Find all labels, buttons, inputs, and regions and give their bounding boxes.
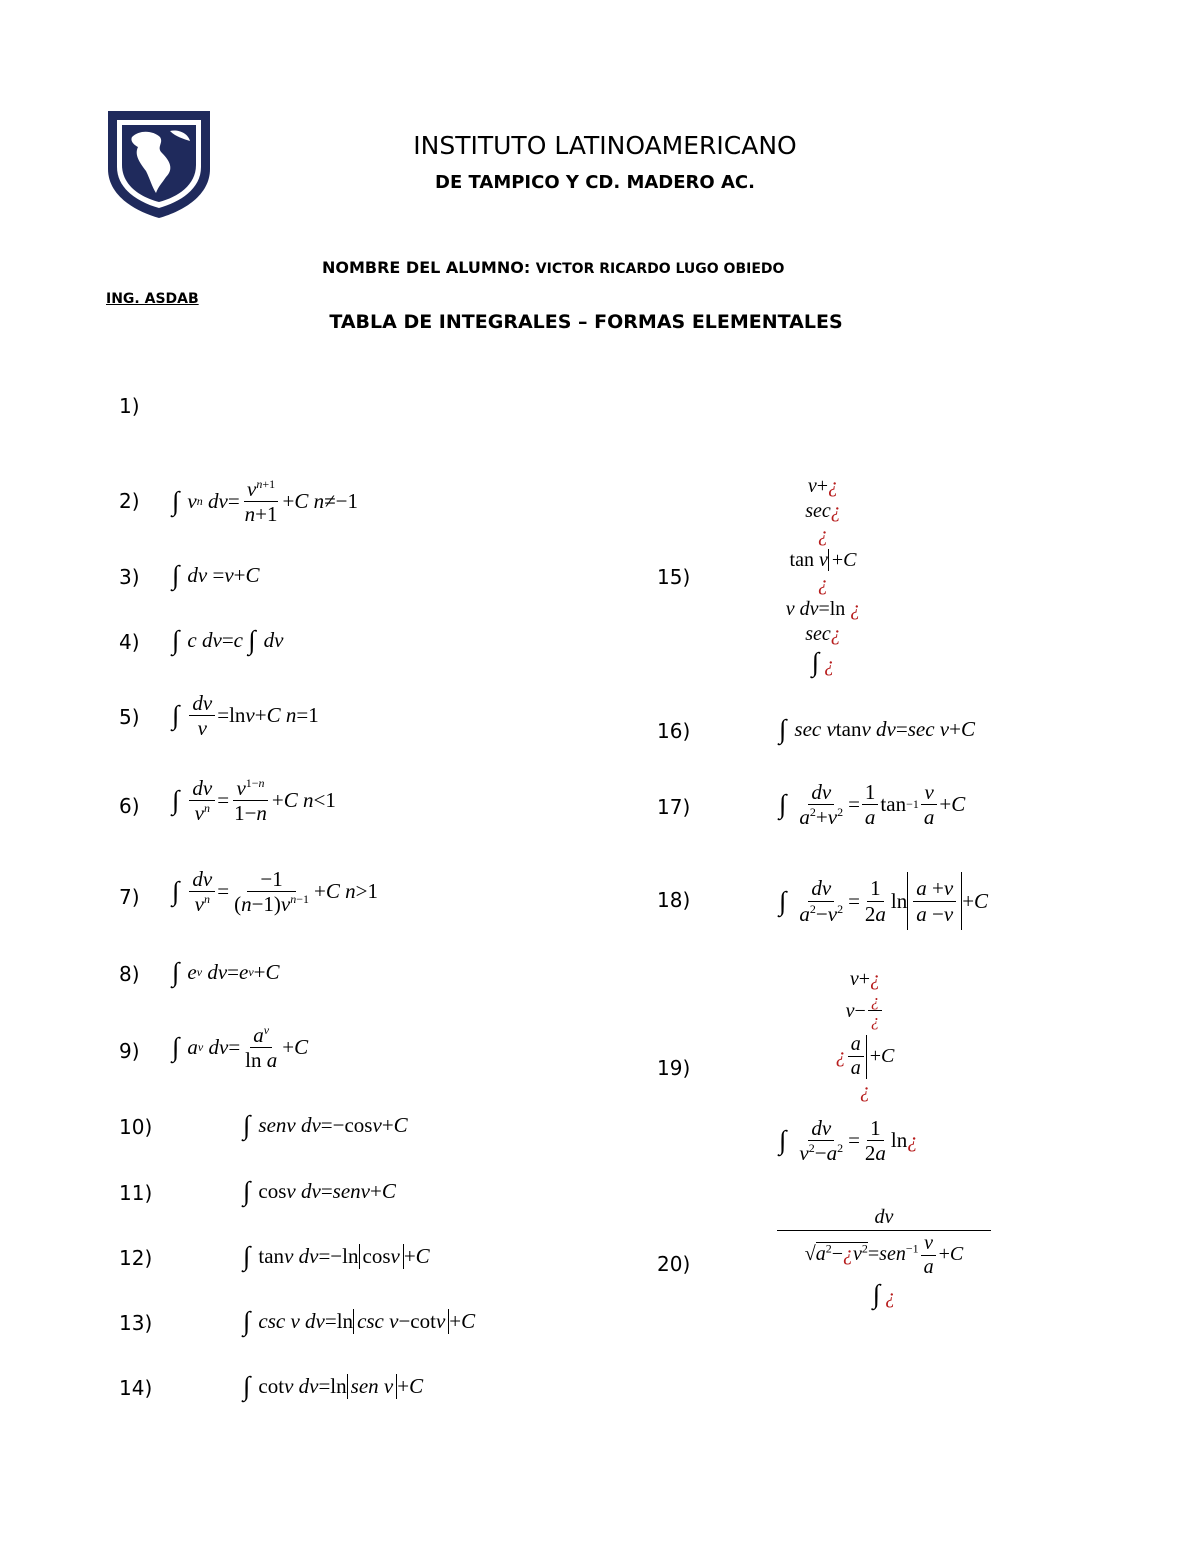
formula-19: v+¿ v − $\frac{¿}{¿}$ ¿ $\frac{a}{a}$ + C ¿ xyxy=(835,968,895,1103)
formula-13: ∫ csc v dv =ln csc v −cot v + C xyxy=(243,1306,476,1336)
formula-20: dv $√a^2-¿v^2=sen^{-1}$ $\frac{v}{a}$ +C ∫ ¿ xyxy=(776,1205,992,1311)
item-number: 12) xyxy=(119,1246,153,1270)
formula-15: v+¿ sec¿ ¿ tan v +C ¿ v dv=ln ¿ sec¿ ∫ ¿ xyxy=(785,475,861,678)
formula-17: ∫ $\frac{dv}{a^2+v^2}$ = $\frac{1}{a}$ tan −1 $\frac{v}{a}$ + C xyxy=(779,780,966,830)
item-number: 1) xyxy=(119,394,140,418)
item-number: 17) xyxy=(657,795,691,819)
item-number: 18) xyxy=(657,888,691,912)
item-number: 14) xyxy=(119,1376,153,1400)
formula-7: ∫ $\frac{dv}{v^n}$ = $\frac{-1}{(n-1)v^{n-1}}$ + C n >1 xyxy=(172,867,378,917)
formula-19-integral: ∫ $\frac{dv}{v^2-a^2}$ = $\frac{1}{2a}$ ln ¿ xyxy=(779,1116,918,1166)
formula-9: ∫ a v dv = $\frac{a^v}{\text{ln a}}$ + C xyxy=(172,1023,309,1073)
formula-18: ∫ $\frac{dv}{a^2-v^2}$ = $\frac{1}{2a}$ ln $\frac{a +v}{a -v}$ + C xyxy=(779,872,988,930)
institute-name: INSTITUTO LATINOAMERICANO xyxy=(413,131,797,160)
formula-14: ∫ cot v dv =ln sen v + C xyxy=(243,1371,424,1401)
formula-8: ∫ e v dv = e v + C xyxy=(172,957,280,987)
formula-3: ∫ dv = v + C xyxy=(172,560,260,590)
formula-11: ∫ cos v dv = senv + C xyxy=(243,1176,396,1206)
formula-12: ∫ tan v dv =−ln cos v + C xyxy=(243,1241,430,1271)
student-label: NOMBRE DEL ALUMNO: xyxy=(322,258,531,277)
item-number: 19) xyxy=(657,1056,691,1080)
item-number: 9) xyxy=(119,1039,140,1063)
table-title: TABLA DE INTEGRALES – FORMAS ELEMENTALES xyxy=(329,311,843,333)
item-number: 7) xyxy=(119,885,140,909)
formula-10: ∫ senv dv =−cos v + C xyxy=(243,1110,408,1140)
item-number: 13) xyxy=(119,1311,153,1335)
institute-location: DE TAMPICO Y CD. MADERO AC. xyxy=(435,172,755,193)
item-number: 11) xyxy=(119,1181,153,1205)
item-number: 2) xyxy=(119,489,140,513)
item-number: 4) xyxy=(119,630,140,654)
item-number: 5) xyxy=(119,705,140,729)
item-number: 16) xyxy=(657,719,691,743)
formula-16: ∫ sec v tan v dv = sec v + C xyxy=(779,714,975,744)
item-number: 6) xyxy=(119,794,140,818)
item-number: 10) xyxy=(119,1115,153,1139)
formula-4: ∫ c dv = c ∫ dv xyxy=(172,625,284,655)
formula-5: ∫ $\frac{dv}{v}$ =ln v + C n =1 xyxy=(172,691,319,741)
shield-crest-icon xyxy=(104,107,214,220)
teacher-name: ING. ASDAB xyxy=(106,291,199,307)
formula-2: ∫ v n dv = $\frac{v^{n+1}}{n+1}$ + C n ≠−1 xyxy=(172,477,358,527)
item-number: 20) xyxy=(657,1252,691,1276)
student-name: VICTOR RICARDO LUGO OBIEDO xyxy=(535,261,785,277)
formula-6: ∫ $\frac{dv}{v^n}$ = $\frac{v^{1-n}}{1-n}$ + C n <1 xyxy=(172,776,336,826)
item-number: 8) xyxy=(119,962,140,986)
item-number: 3) xyxy=(119,565,140,589)
item-number: 15) xyxy=(657,565,691,589)
student-line xyxy=(322,258,784,277)
